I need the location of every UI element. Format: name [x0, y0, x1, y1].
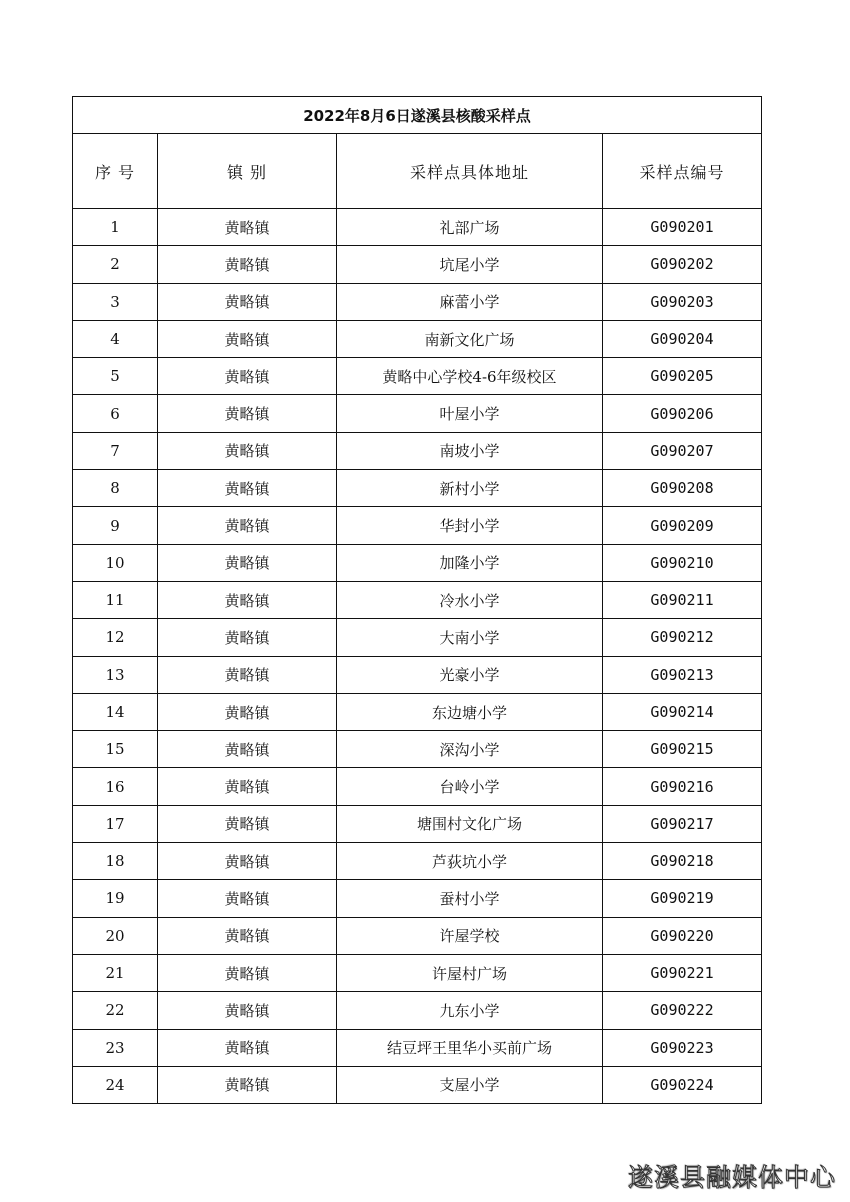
cell-town: 黄略镇: [158, 581, 337, 618]
cell-index: 15: [73, 731, 158, 768]
table-header-row: [73, 134, 762, 209]
cell-address: 结豆坪王里华小买前广场: [337, 1029, 603, 1066]
cell-index: 21: [73, 954, 158, 991]
header-index: 序 号: [73, 134, 158, 209]
cell-index: 12: [73, 619, 158, 656]
cell-address: 光豪小学: [337, 656, 603, 693]
cell-town: 黄略镇: [158, 246, 337, 283]
cell-code: G090222: [603, 992, 762, 1029]
cell-index: 24: [73, 1066, 158, 1103]
cell-code: G090208: [603, 470, 762, 507]
table-row: [73, 358, 762, 395]
cell-code: G090209: [603, 507, 762, 544]
cell-code: G090205: [603, 358, 762, 395]
table-row: [73, 693, 762, 730]
cell-address: 麻蕾小学: [337, 283, 603, 320]
cell-address: 深沟小学: [337, 731, 603, 768]
cell-address: 九东小学: [337, 992, 603, 1029]
table-row: [73, 470, 762, 507]
cell-index: 22: [73, 992, 158, 1029]
sampling-points-table: [72, 96, 762, 1104]
cell-address: 华封小学: [337, 507, 603, 544]
cell-index: 1: [73, 209, 158, 246]
cell-index: 7: [73, 432, 158, 469]
cell-index: 17: [73, 805, 158, 842]
table-row: [73, 656, 762, 693]
cell-index: 5: [73, 358, 158, 395]
cell-code: G090211: [603, 581, 762, 618]
cell-address: 南新文化广场: [337, 320, 603, 357]
cell-town: 黄略镇: [158, 432, 337, 469]
cell-address: 塘围村文化广场: [337, 805, 603, 842]
table-row: [73, 843, 762, 880]
table-row: [73, 992, 762, 1029]
cell-town: 黄略镇: [158, 768, 337, 805]
cell-code: G090216: [603, 768, 762, 805]
cell-address: 东边塘小学: [337, 693, 603, 730]
table-row: [73, 581, 762, 618]
table-row: [73, 880, 762, 917]
table-row: [73, 1029, 762, 1066]
cell-town: 黄略镇: [158, 656, 337, 693]
cell-address: 冷水小学: [337, 581, 603, 618]
cell-index: 6: [73, 395, 158, 432]
cell-index: 14: [73, 693, 158, 730]
cell-index: 16: [73, 768, 158, 805]
cell-address: 坑尾小学: [337, 246, 603, 283]
cell-code: G090223: [603, 1029, 762, 1066]
table-row: [73, 395, 762, 432]
table-title: 2022年8月6日遂溪县核酸采样点: [73, 97, 762, 134]
cell-code: G090220: [603, 917, 762, 954]
table-row: [73, 320, 762, 357]
cell-address: 许屋学校: [337, 917, 603, 954]
cell-town: 黄略镇: [158, 693, 337, 730]
cell-code: G090219: [603, 880, 762, 917]
cell-code: G090214: [603, 693, 762, 730]
table-row: [73, 805, 762, 842]
cell-town: 黄略镇: [158, 1066, 337, 1103]
cell-index: 20: [73, 917, 158, 954]
cell-town: 黄略镇: [158, 507, 337, 544]
cell-index: 10: [73, 544, 158, 581]
cell-town: 黄略镇: [158, 320, 337, 357]
table-row: [73, 246, 762, 283]
cell-code: G090221: [603, 954, 762, 991]
cell-town: 黄略镇: [158, 470, 337, 507]
cell-index: 11: [73, 581, 158, 618]
media-center-watermark: 遂溪县融媒体中心: [627, 1163, 836, 1192]
cell-code: G090210: [603, 544, 762, 581]
table-row: [73, 432, 762, 469]
cell-town: 黄略镇: [158, 992, 337, 1029]
cell-town: 黄略镇: [158, 619, 337, 656]
cell-index: 23: [73, 1029, 158, 1066]
cell-index: 3: [73, 283, 158, 320]
table-row: [73, 209, 762, 246]
table-row: [73, 507, 762, 544]
cell-index: 2: [73, 246, 158, 283]
cell-code: G090202: [603, 246, 762, 283]
cell-address: 许屋村广场: [337, 954, 603, 991]
cell-address: 礼部广场: [337, 209, 603, 246]
table-row: [73, 1066, 762, 1103]
cell-code: G090206: [603, 395, 762, 432]
cell-address: 大南小学: [337, 619, 603, 656]
cell-code: G090218: [603, 843, 762, 880]
cell-address: 台岭小学: [337, 768, 603, 805]
cell-town: 黄略镇: [158, 544, 337, 581]
cell-address: 黄略中心学校4-6年级校区: [337, 358, 603, 395]
cell-index: 4: [73, 320, 158, 357]
table-row: [73, 954, 762, 991]
cell-address: 新村小学: [337, 470, 603, 507]
cell-index: 19: [73, 880, 158, 917]
cell-index: 8: [73, 470, 158, 507]
table-row: [73, 619, 762, 656]
cell-town: 黄略镇: [158, 358, 337, 395]
cell-code: G090217: [603, 805, 762, 842]
cell-index: 13: [73, 656, 158, 693]
cell-address: 南坡小学: [337, 432, 603, 469]
cell-town: 黄略镇: [158, 954, 337, 991]
cell-code: G090207: [603, 432, 762, 469]
header-town: 镇 别: [158, 134, 337, 209]
cell-code: G090204: [603, 320, 762, 357]
cell-town: 黄略镇: [158, 395, 337, 432]
cell-town: 黄略镇: [158, 843, 337, 880]
cell-address: 支屋小学: [337, 1066, 603, 1103]
cell-code: G090213: [603, 656, 762, 693]
cell-code: G090212: [603, 619, 762, 656]
sampling-points-table-container: [72, 96, 761, 1104]
table-row: [73, 283, 762, 320]
cell-code: G090203: [603, 283, 762, 320]
cell-index: 18: [73, 843, 158, 880]
header-address: 采样点具体地址: [337, 134, 603, 209]
cell-index: 9: [73, 507, 158, 544]
cell-address: 芦荻坑小学: [337, 843, 603, 880]
cell-town: 黄略镇: [158, 805, 337, 842]
cell-town: 黄略镇: [158, 880, 337, 917]
cell-town: 黄略镇: [158, 283, 337, 320]
table-row: [73, 768, 762, 805]
cell-town: 黄略镇: [158, 917, 337, 954]
cell-town: 黄略镇: [158, 1029, 337, 1066]
cell-code: G090215: [603, 731, 762, 768]
table-row: [73, 731, 762, 768]
table-row: [73, 544, 762, 581]
cell-address: 加隆小学: [337, 544, 603, 581]
table-row: [73, 917, 762, 954]
cell-code: G090224: [603, 1066, 762, 1103]
header-code: 采样点编号: [603, 134, 762, 209]
cell-address: 蚕村小学: [337, 880, 603, 917]
cell-address: 叶屋小学: [337, 395, 603, 432]
cell-town: 黄略镇: [158, 731, 337, 768]
table-body: [73, 209, 762, 1104]
cell-town: 黄略镇: [158, 209, 337, 246]
cell-code: G090201: [603, 209, 762, 246]
